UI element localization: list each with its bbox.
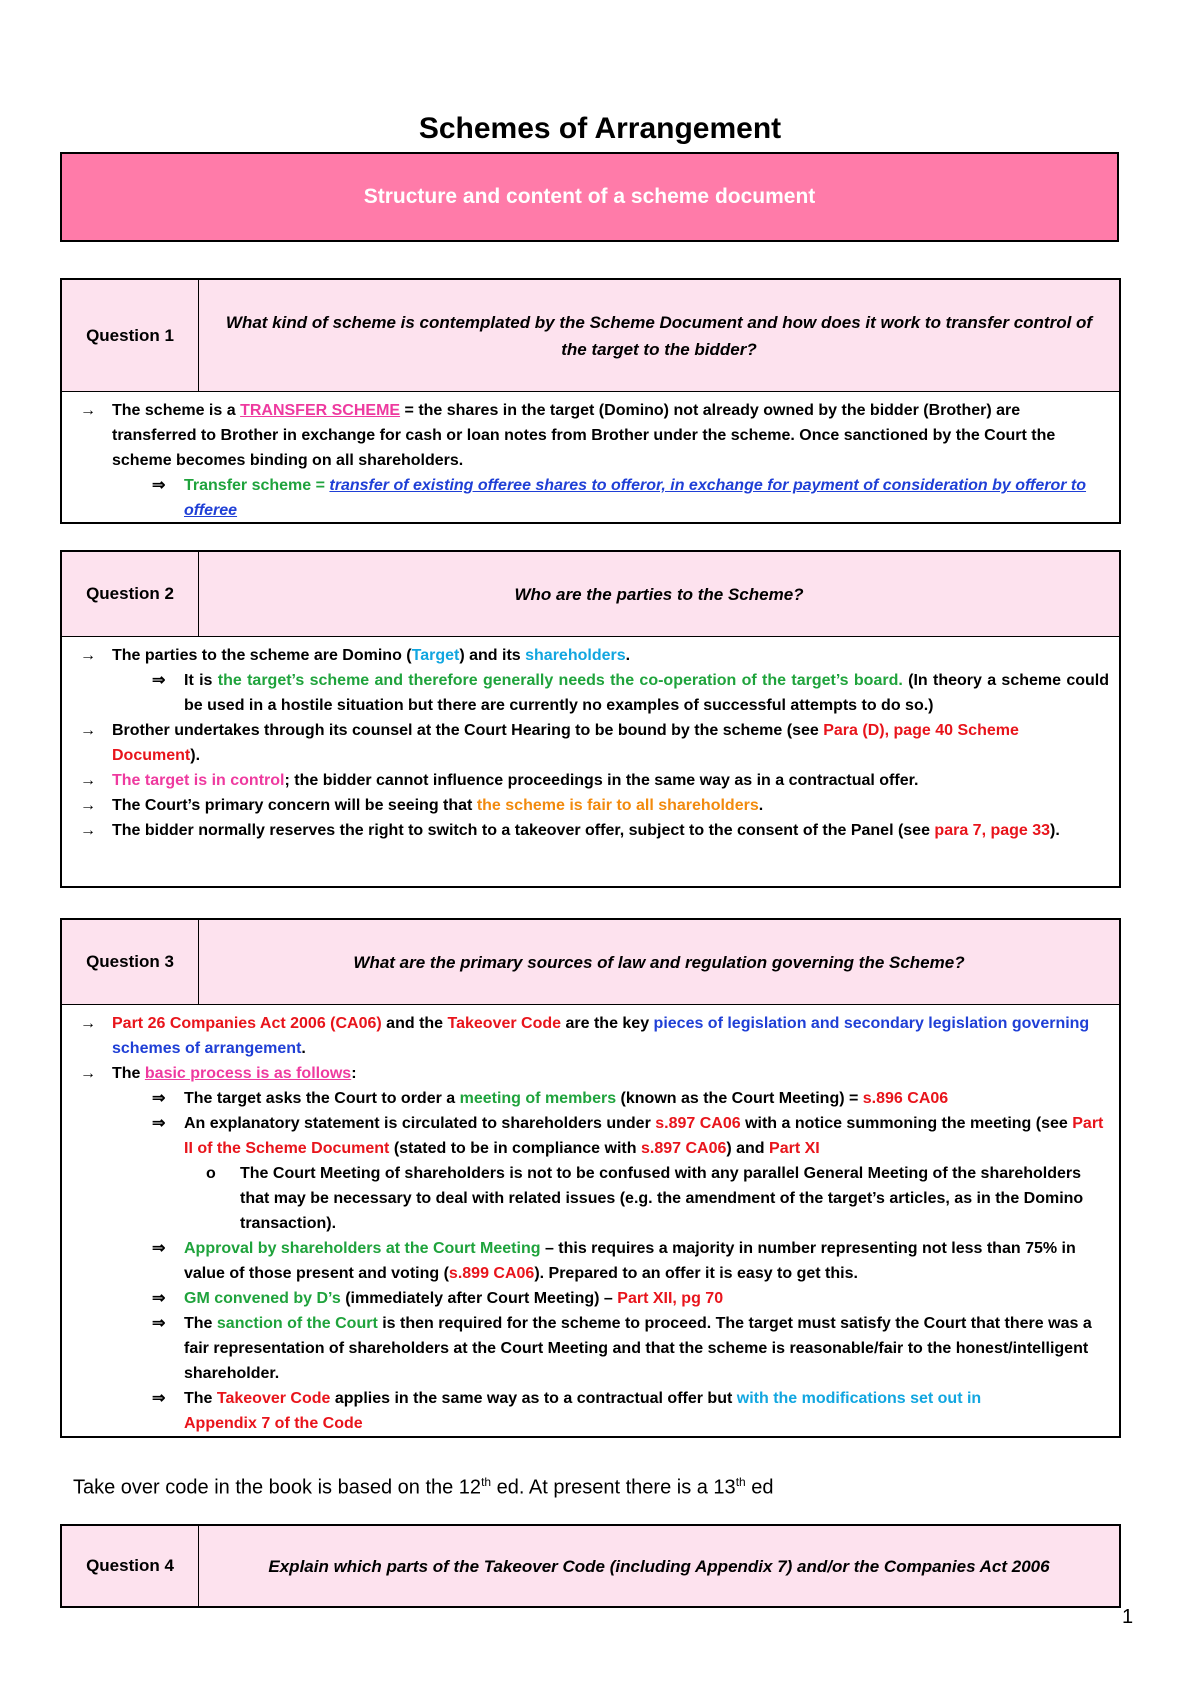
- answer-text: (immediately after Court Meeting) –: [340, 1290, 618, 1307]
- answer-text: ) and: [726, 1140, 770, 1157]
- answer-text: applies in the same way as to a contractual offer but: [330, 1390, 737, 1407]
- answer-text: The bidder normally reserves the right to switch to a takeover offer, subject to the consent of the Panel (see: [112, 822, 935, 839]
- answer-text: The: [184, 1315, 217, 1332]
- answer-text: The target asks the Court to order a: [184, 1090, 460, 1107]
- question-2-header: [62, 552, 1119, 637]
- note-text: ed: [745, 1476, 774, 1499]
- answer-bullet: [72, 718, 1109, 768]
- double-arrow-icon: ⇒: [152, 1390, 166, 1407]
- note-superscript: th: [735, 1475, 746, 1489]
- answer-text: are the key: [561, 1015, 654, 1032]
- answer-text: ). Prepared to an offer it is easy to get this.: [534, 1265, 858, 1282]
- arrow-icon: →: [80, 647, 96, 664]
- answer-text: meeting of members: [459, 1090, 617, 1107]
- arrow-icon: →: [80, 1015, 96, 1032]
- answer-text: – this requires a majority in number representing not less than 75% in value of those present and voting (: [184, 1240, 1076, 1282]
- answer-sub-sub-bullet: [72, 1161, 1109, 1236]
- answer-text: The scheme is a: [112, 402, 241, 419]
- answer-text: the target’s scheme and therefore generally needs the co-operation of the target’s board.: [217, 672, 903, 689]
- answer-text: .: [625, 647, 631, 664]
- reference-text: Part II of the Scheme Document: [184, 1115, 1104, 1157]
- answer-text: Brother undertakes through its counsel at the Court Hearing to be bound by the scheme (see: [112, 722, 824, 739]
- answer-sub-bullet: [72, 1386, 1109, 1436]
- question-3-box: [60, 918, 1121, 1438]
- reference-text: s.899 CA06: [448, 1265, 535, 1282]
- double-arrow-icon: ⇒: [152, 1290, 166, 1307]
- question-1-box: [60, 278, 1121, 524]
- double-arrow-icon: ⇒: [152, 672, 166, 689]
- question-2-box: [60, 550, 1121, 888]
- reference-text: Part XI: [769, 1140, 820, 1157]
- double-arrow-icon: ⇒: [152, 477, 166, 494]
- answer-text: It is: [184, 672, 218, 689]
- answer-text: pieces of legislation and secondary legislation governing schemes of arrangement: [112, 1015, 1090, 1057]
- answer-text: (known as the Court Meeting) =: [616, 1090, 863, 1107]
- answer-text: sanction of the Court: [216, 1315, 378, 1332]
- answer-sub-bullet: [72, 1311, 1109, 1386]
- question-4-header: [62, 1526, 1119, 1606]
- answer-text: the scheme is fair to all shareholders: [476, 797, 759, 814]
- question-4-text: Explain which parts of the Takeover Code (including Appendix 7) and/or the Companies Act 2006: [268, 1556, 1050, 1576]
- answer-text: The parties to the scheme are Domino (: [112, 647, 412, 664]
- reference-text: Part 26 Companies Act 2006 (CA06): [112, 1015, 382, 1032]
- answer-bullet: [72, 398, 1109, 473]
- question-2-label: Question 2: [62, 552, 199, 636]
- reference-text: s.897 CA06: [655, 1115, 741, 1132]
- answer-text: with a notice summoning the meeting (see: [740, 1115, 1073, 1132]
- question-2-answer: [62, 637, 1119, 847]
- answer-text: ).: [190, 747, 201, 764]
- answer-bullet: [72, 1011, 1109, 1061]
- answer-text: (In theory a scheme could be used in a hostile situation but there are currently no examples of successful attempts to do so.): [184, 672, 1109, 714]
- reference-text: para 7, page 33: [934, 822, 1051, 839]
- answer-sub-bullet: [72, 1286, 1109, 1311]
- arrow-icon: →: [80, 722, 96, 739]
- answer-text: ; the bidder cannot influence proceedings in the same way as in a contractual offer.: [284, 772, 919, 789]
- double-arrow-icon: ⇒: [152, 1240, 166, 1257]
- answer-sub-bullet: [72, 668, 1109, 718]
- double-arrow-icon: ⇒: [152, 1115, 166, 1132]
- answer-text: ).: [1050, 822, 1060, 839]
- definition-text: transfer of existing offeree shares to offeror, in exchange for payment of consideration by offeror to offeree: [184, 477, 1087, 519]
- answer-text: basic process is as follows: [144, 1065, 352, 1082]
- reference-text: s.897 CA06: [640, 1140, 727, 1157]
- double-arrow-icon: ⇒: [152, 1090, 166, 1107]
- reference-text: Part XII, pg 70: [617, 1290, 724, 1307]
- note-text: ed. At present there is a 13: [491, 1476, 736, 1499]
- arrow-icon: →: [80, 797, 96, 814]
- answer-sub-bullet: [72, 473, 1109, 523]
- page-title: Schemes of Arrangement: [418, 112, 782, 145]
- question-3-header: [62, 920, 1119, 1005]
- reference-text: s.896 CA06: [862, 1090, 949, 1107]
- answer-text: (stated to be in compliance with: [389, 1140, 641, 1157]
- double-arrow-icon: ⇒: [152, 1315, 166, 1332]
- answer-sub-bullet: [72, 1111, 1109, 1161]
- answer-text: :: [351, 1065, 357, 1082]
- arrow-icon: →: [80, 772, 96, 789]
- answer-text: The: [184, 1390, 217, 1407]
- question-4-label: Question 4: [62, 1526, 199, 1606]
- answer-text: ) and its: [459, 647, 526, 664]
- question-1-text: What kind of scheme is contemplated by the Scheme Document and how does it work to transfer control of the target to the bidder?: [225, 312, 1093, 359]
- reference-text: Takeover Code: [447, 1015, 562, 1032]
- takeover-code-note: [73, 1468, 774, 1502]
- answer-text: is then required for the scheme to proceed. The target must satisfy the Court that there was a fair representation of shareholders at the Court Meeting and that the scheme is reasonable/fair to the honest/intelligent shareholder.: [184, 1315, 1092, 1382]
- question-3-label: Question 3: [62, 920, 199, 1004]
- answer-text: The Court Meeting of shareholders is not to be confused with any parallel General Meeting of the shareholders that may be necessary to deal with related issues (e.g. the amendment of the target’s articles, as in the Domino transaction).: [240, 1165, 1084, 1232]
- question-3-answer: [62, 1005, 1119, 1440]
- note-superscript: th: [481, 1475, 492, 1489]
- answer-text: .: [301, 1040, 306, 1057]
- circle-bullet-icon: o: [206, 1165, 216, 1182]
- section-banner: Structure and content of a scheme document: [60, 152, 1119, 242]
- answer-bullet: [72, 768, 1109, 793]
- answer-text: An explanatory statement is circulated to shareholders under: [184, 1115, 656, 1132]
- question-3-text: What are the primary sources of law and regulation governing the Scheme?: [353, 952, 965, 972]
- answer-text: and the: [381, 1015, 448, 1032]
- page-number: 1: [1122, 1606, 1134, 1628]
- note-text: Take over code in the book is based on the 12: [73, 1476, 482, 1499]
- question-1-answer: [62, 392, 1119, 527]
- answer-bullet: [72, 643, 1109, 668]
- answer-text: with the modifications set out in: [736, 1390, 982, 1407]
- answer-text: GM convened by D’s: [184, 1290, 341, 1307]
- answer-bullet: [72, 818, 1109, 843]
- arrow-icon: →: [80, 822, 96, 839]
- answer-text: Transfer scheme =: [184, 477, 330, 494]
- answer-text: = the shares in the target (Domino) not already owned by the bidder (Brother) are transferred to Brother in exchange for cash or loan notes from Brother under the scheme. Once sanctioned by the Court the scheme becomes binding on all shareholders.: [112, 402, 1056, 469]
- question-4-box: [60, 1524, 1121, 1608]
- question-1-header: [62, 280, 1119, 392]
- answer-sub-bullet: [72, 1086, 1109, 1111]
- arrow-icon: →: [80, 1065, 96, 1082]
- question-1-label: Question 1: [62, 280, 199, 391]
- reference-text: Takeover Code: [216, 1390, 331, 1407]
- reference-text: Appendix 7 of the Code: [184, 1415, 363, 1432]
- transfer-scheme-term: TRANSFER SCHEME: [240, 402, 401, 419]
- answer-sub-bullet: [72, 1236, 1109, 1286]
- reference-text: Para (D), page 40 Scheme Document: [112, 722, 1019, 764]
- answer-text: The Court’s primary concern will be seeing that: [112, 797, 477, 814]
- answer-bullet: [72, 1061, 1109, 1086]
- answer-text: The target is in control: [112, 772, 285, 789]
- answer-text: The: [112, 1065, 145, 1082]
- answer-text: Approval by shareholders at the Court Meeting: [184, 1240, 541, 1257]
- question-2-text: Who are the parties to the Scheme?: [514, 584, 804, 604]
- answer-text: Target: [411, 647, 460, 664]
- arrow-icon: →: [80, 402, 96, 419]
- answer-text: .: [758, 797, 764, 814]
- answer-bullet: [72, 793, 1109, 818]
- answer-text: shareholders: [525, 647, 626, 664]
